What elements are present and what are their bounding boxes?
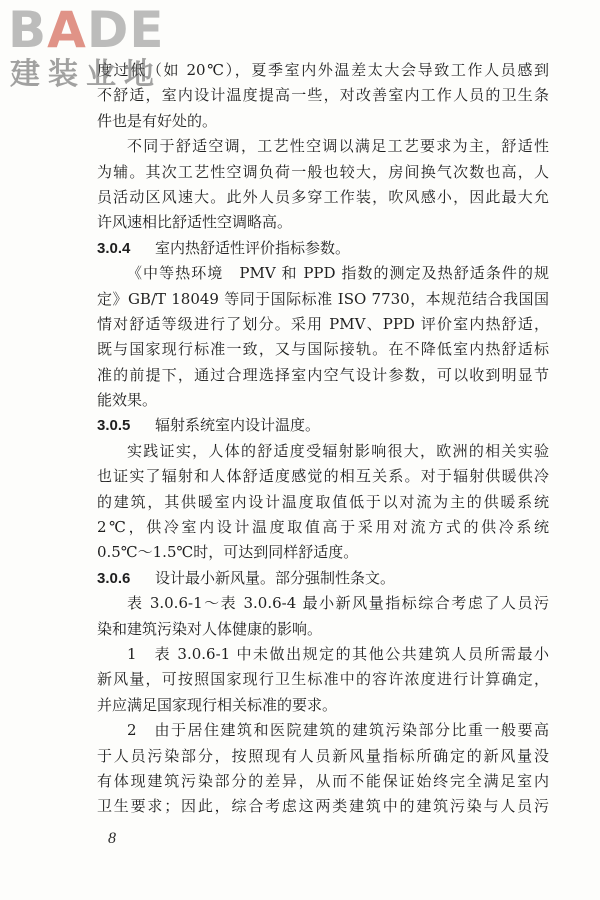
paragraph-pmv-ppd [97,261,549,413]
watermark-logo [8,1,178,96]
section-title: 室内热舒适性评价指标参数。 [155,238,351,257]
section-title: 辐射系统室内设计温度。 [155,416,321,435]
text-line: 准的前提下，通过合理选择室内空气设计参数，可以收到明显节 [97,365,549,384]
text-line: 并应满足国家现行相关标准的要求。 [97,695,338,714]
text-line: 新风量，可按照国家现行卫生标准中的容许浓度进行计算确定， [97,670,549,689]
text-line: 于人员污染部分，按照现有人员新风量指标所确定的新风量没 [97,746,549,765]
text-line: 的建筑，其供暖室内设计温度取值低于以对流为主的供暖系统 [97,492,549,511]
watermark-brand: BADE [8,1,165,59]
section-number: 3.0.5 [97,417,131,435]
paragraph-item-2 [97,718,549,820]
text-line: 实践证实，人体的舒适度受辐射影响很大，欧洲的相关实验 [127,441,549,460]
body-text [97,58,549,820]
text-line: 情对舒适等级进行了划分。采用 PMV、PPD 评价室内热舒适， [97,314,549,333]
text-line: 能效果。 [97,391,158,410]
watermark-subtitle: 建装业地 [10,57,162,92]
text-line: 0.5℃～1.5℃时，可达到同样舒适度。 [97,543,359,562]
text-line: 2 由于居住建筑和医院建筑的建筑污染部分比重一般要高 [127,721,549,740]
text-line: 卫生要求；因此，综合考虑这两类建筑中的建筑污染与人员污 [97,797,549,816]
text-line: 不舒适，室内设计温度提高一些，对改善室内工作人员的卫生条 [97,86,549,105]
text-line: 染和建筑污染对人体健康的影响。 [97,619,323,638]
paragraph-fresh-air [97,591,549,642]
page-number: 8 [108,830,116,847]
text-line: 表 3.0.6-1～表 3.0.6-4 最小新风量指标综合考虑了人员污 [127,594,549,613]
text-line: 1 表 3.0.6-1 中未做出规定的其他公共建筑人员所需最小 [127,644,549,663]
section-number: 3.0.6 [97,569,131,587]
section-number: 3.0.4 [97,239,131,257]
text-line: 2℃，供冷室内设计温度取值高于采用对流方式的供冷系统 [97,518,549,537]
paragraph-process-ac [97,134,549,236]
section-heading-3-0-5 [97,413,549,438]
text-line: 不同于舒适空调，工艺性空调以满足工艺要求为主，舒适性 [127,137,549,156]
section-title: 设计最小新风量。部分强制性条文。 [155,568,396,587]
text-line: 《中等热环境 PMV 和 PPD 指数的测定及热舒适条件的规 [127,264,549,283]
text-line: 度过低（如 20℃），夏季室内外温差太大会导致工作人员感到 [97,61,549,79]
text-line: 许风速相比舒适性空调略高。 [97,213,293,232]
paragraph-radiation [97,439,549,566]
text-line: 也证实了辐射和人体舒适度感觉的相互关系。对于辐射供暖供冷 [97,467,549,486]
text-line: 为辅。其次工艺性空调负荷一般也较大，房间换气次数也高，人 [97,162,549,181]
text-line: 员活动区风速大。此外人员多穿工作装，吹风感小，因此最大允 [97,187,549,206]
text-line: 件也是有好处的。 [97,111,218,130]
paragraph-item-1 [97,642,549,718]
text-line: 有体现建筑污染部分的差异，从而不能保证始终完全满足室内 [97,771,549,790]
text-line: 定》GB/T 18049 等同于国际标准 ISO 7730，本规范结合我国国 [97,289,549,308]
section-heading-3-0-6 [97,566,549,591]
text-line: 既与国家现行标准一致，又与国际接轨。在不降低室内热舒适标 [97,340,549,359]
section-heading-3-0-4 [97,236,549,261]
